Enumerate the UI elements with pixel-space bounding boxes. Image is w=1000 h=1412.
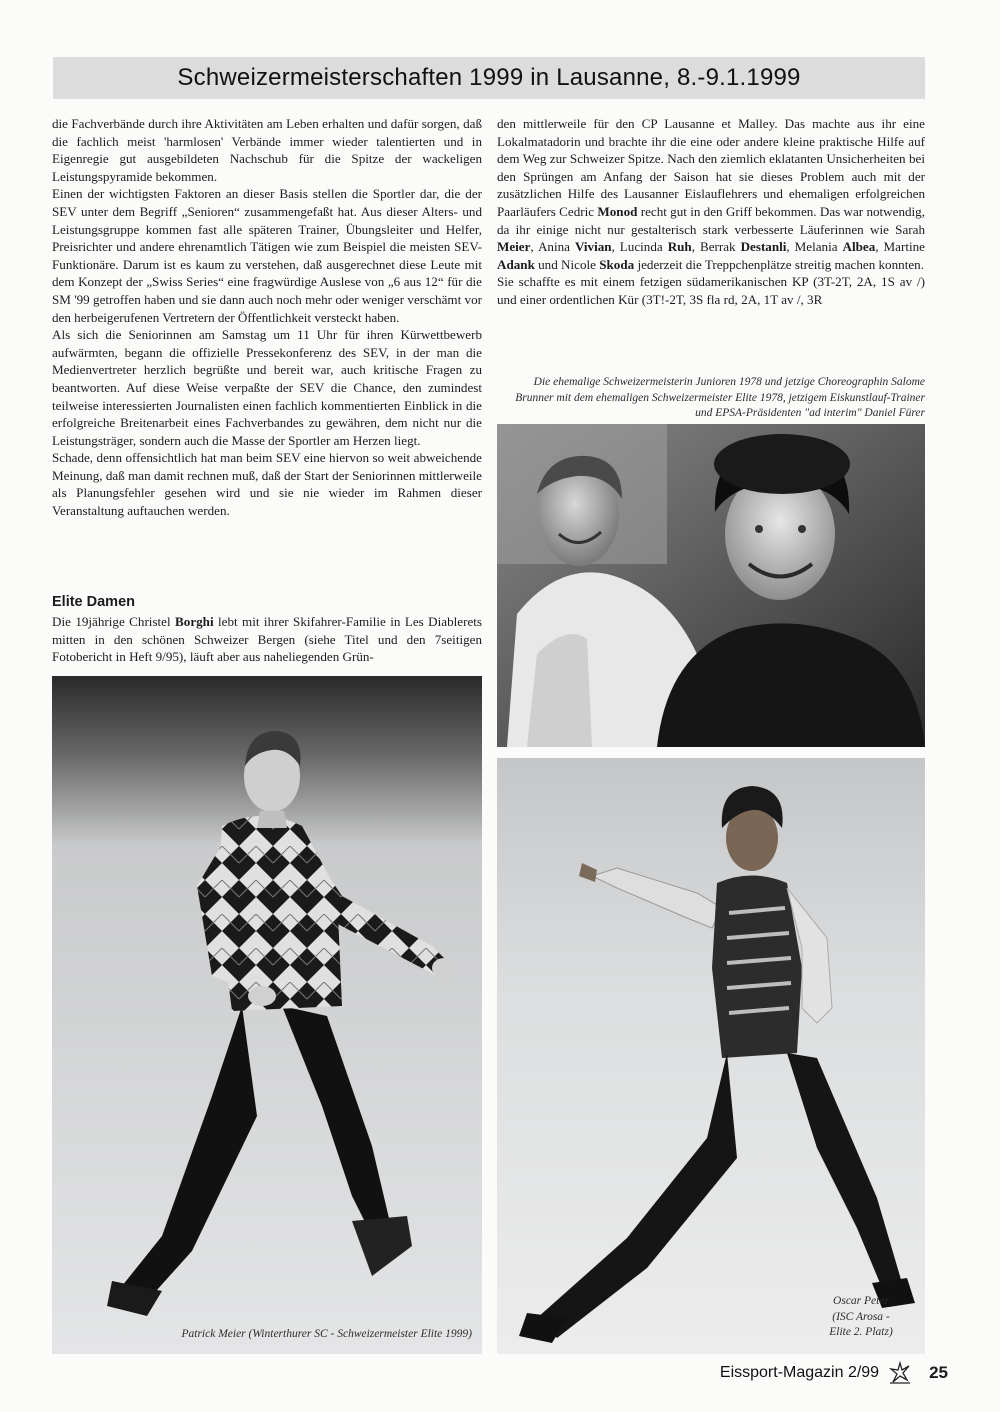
text-run: den mittlerweile für den CP Lausanne et Malley. Das machte aus ihr eine Lokalmatadorin und brachte ihr die eine oder andere kleine praktische Hilfe auf dem Weg zur Schweizer Spitze. Nach den ziemlich eklatanten Unsicherheiten bei den Sprüngen am Anfang der Saison hat sie dieses Problem auch mit der zusätzlichen Hilfe des Lausanner Eislauflehrers und ehemaligen erfolgreichen Paarläufers Cedric: [497, 116, 925, 219]
section-heading: Elite Damen: [52, 594, 135, 610]
athlete-name: Meier: [497, 239, 531, 255]
caption-line: (ISC Arosa -: [832, 1310, 890, 1323]
text-run: Die 19jährige Christel: [52, 614, 176, 629]
athlete-name: Destanli: [740, 239, 787, 255]
caption-line: Oscar Peter: [833, 1295, 889, 1307]
caption-line: Elite 2. Platz): [829, 1326, 893, 1338]
photo-oscar-peter: [497, 758, 925, 1354]
article-column-left-bottom: [52, 613, 482, 666]
article-column-left-top: [52, 115, 482, 520]
photo-patrick-meier: [52, 676, 482, 1354]
text-run: lebt mit ihrer Skifahrer-Familie in Les Diablerets mitten in den schönen Schweizer Bergen (siehe Titel und den 7seitigen Fotobericht in Heft 9/95), läuft aber aus naheliegenden Grün-: [52, 614, 482, 665]
athlete-name: Adank: [497, 256, 535, 272]
paragraph: [497, 115, 925, 273]
text-run: , Melania: [786, 239, 843, 255]
paragraph: Einen der wichtigsten Faktoren an dieser Basis stellen die Sportler dar, die der SEV unter dem Begriff „Senioren“ zusammengefaßt hat. Aus dieser Alters- und Leistungsgruppe kommen fast alle späteren Trainer, Übungsleiter und Helfer, Preisrichter und andere ehrenamtlich Tätigen wie zum Beispiel die meisten SEV-Funktionäre. Darum ist es kaum zu verstehen, daß ausgerechnet diese Leute mit dem Konzept der „Swiss Series“ eine fragwürdige Auslese von „6 aus 12“ für die SM '99 getroffen haben und sie dann auch noch mehr oder weniger verschämt vor den herbeigerufenen Vertretern der Öffentlichkeit versteckt haben.: [52, 186, 482, 325]
athlete-name: Borghi: [175, 614, 214, 629]
text-run: , Anina: [530, 239, 575, 255]
text-run: jederzeit die Treppchenplätze streitig machen konnten.: [634, 256, 924, 272]
photo-caption-oscar: [805, 1294, 917, 1341]
header-bar: [53, 57, 925, 99]
photo-caption-patrick: Patrick Meier (Winterthurer SC - Schweizermeister Elite 1999): [181, 1328, 472, 1340]
magazine-issue: Eissport-Magazin 2/99: [719, 1364, 880, 1381]
paragraph: Als sich die Seniorinnen am Samstag um 11 Uhr für ihren Kürwettbewerb aufwärmten, begann die offizielle Pressekonferenz des SEV, in der man die Medienvertreter herzlich begrüßte und bereit war, auch kritische Fragen zu beantworten. Auf diese Weise verpaßte der SEV die Chance, den zumindest teilweise interessierten Journalisten einen fachlich kommentierten Einblick in die erfolgreiche Breitenarbeit eines Fachverbandes zu gewähren, dem nicht nur die Leistungsträger, sondern auch die Masse der Sportler am Herzen liegt.: [52, 327, 482, 448]
skater-logo-icon: [887, 1360, 913, 1386]
paragraph: Sie schaffte es mit einem fetzigen südamerikanischen KP (3T-2T, 2A, 1S av /) und einer ordentlichen Kür (3T!-2T, 3S fla rd, 2A, 1T av /, 3R: [497, 274, 925, 307]
athlete-name: Monod: [597, 203, 638, 219]
page-footer: [720, 1358, 948, 1388]
text-run: , Martine: [875, 239, 925, 255]
page-number: 25: [929, 1363, 948, 1382]
athlete-name: Albea: [842, 239, 876, 255]
article-column-right-top: [497, 115, 925, 309]
athlete-name: Ruh: [667, 239, 692, 255]
text-run: , Berrak: [691, 239, 741, 255]
page-title: Schweizermeisterschaften 1999 in Lausanne, 8.-9.1.1999: [177, 64, 801, 91]
text-run: und Nicole: [534, 256, 600, 272]
text-run: , Lucinda: [611, 239, 668, 255]
photo-portrait: [497, 424, 925, 747]
paragraph: [52, 613, 482, 666]
paragraph: die Fachverbände durch ihre Aktivitäten am Leben erhalten und dafür sorgen, daß die fachlich meist 'harmlosen' Verbände immer wieder talentierten und in Eigenregie gut ausgebildeten Nachschub für die Spitze der wackeligen Leistungspyramide bekommen.: [52, 116, 482, 184]
athlete-name: Skoda: [599, 256, 635, 272]
athlete-name: Vivian: [574, 239, 612, 255]
text-run: recht gut in den Griff bekommen. Das war notwendig, da ihr einige nicht nur gestalterisch stark verbesserte Läuferinnen wie Sarah: [497, 203, 925, 237]
photo-caption-portrait: Die ehemalige Schweizermeisterin Junioren 1978 und jetzige Choreographin Salome Brunner mit dem ehemaligen Schweizermeister Elite 1978, jetzigem Eiskunstlauf-Trainer und EPSA-Präsidenten "ad interim" Daniel Fürer: [515, 376, 925, 419]
paragraph: Schade, denn offensichtlich hat man beim SEV eine hiervon so weit abweichende Meinung, daß man damit rechnen muß, daß der Start der Seniorinnen mittlerweile als Planungsfehler gesehen wird und sie nie wieder im Rahmen dieser Veranstaltung auftauchen werden.: [52, 450, 482, 519]
